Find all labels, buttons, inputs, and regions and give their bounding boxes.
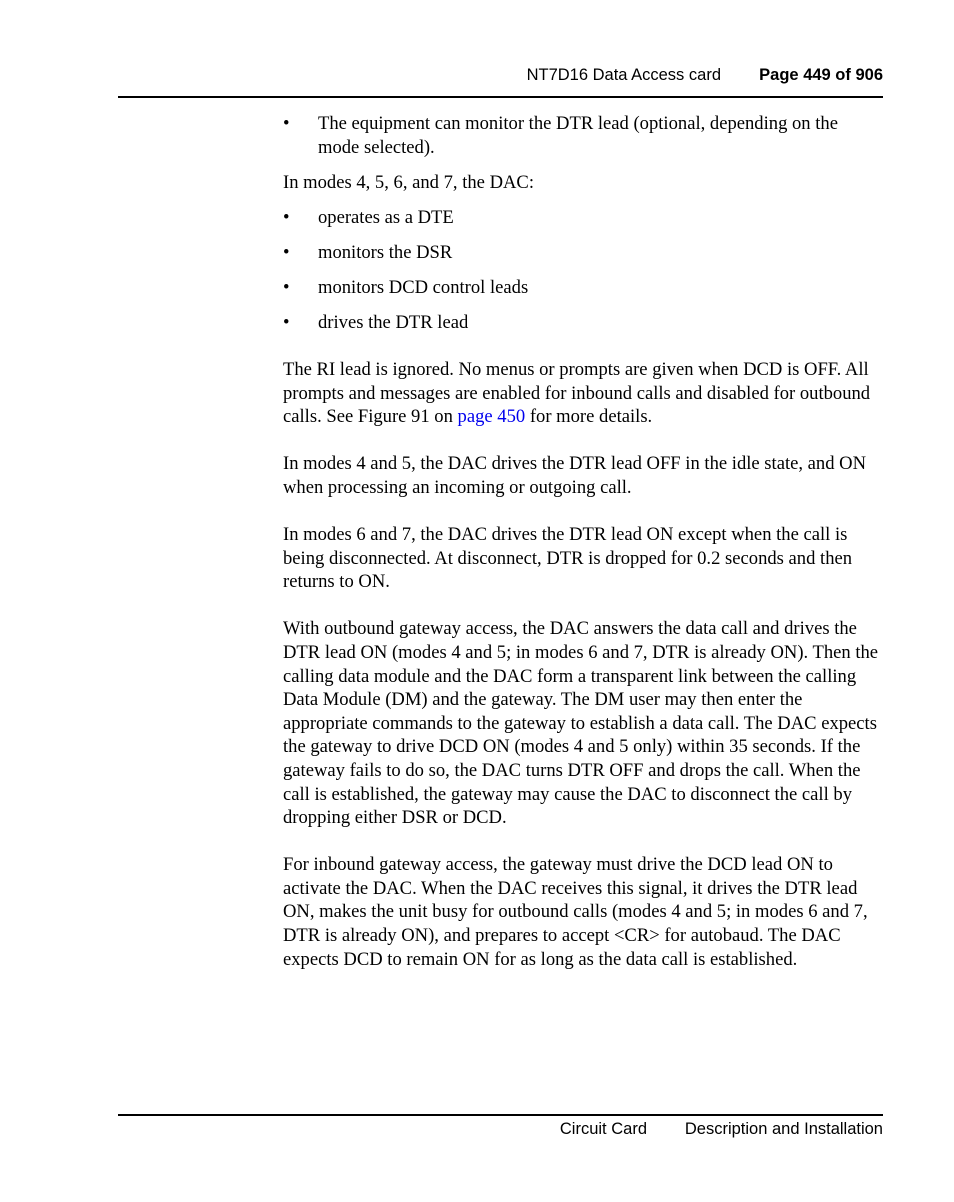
bullet-marker: • xyxy=(283,113,290,134)
bullet-marker: • xyxy=(283,241,290,263)
bullet-marker: • xyxy=(283,276,290,298)
list-item-text: monitors the DSR xyxy=(318,241,453,263)
modes-intro: In modes 4, 5, 6, and 7, the DAC: xyxy=(283,171,534,193)
paragraph-text: The RI lead is ignored. No menus or prompts are given when DCD is OFF. All prompts and messages are enabled for inbound calls and disabled for outbound calls. See Figure 91 on xyxy=(283,359,871,428)
list-item-text: drives the DTR lead xyxy=(318,312,469,334)
paragraph-inbound-gateway: For inbound gateway access, the gateway must drive the DCD lead ON to activate the DAC. When the DAC receives this signal, it drives the DTR lead ON, makes the unit busy for outbound calls (modes 4 and 5; in modes 6 and 7, DTR is already ON), and prepares to accept <CR> for autobaud. The DAC expects DCD to remain ON for as long as the data call is established. xyxy=(283,854,868,970)
page-450-link[interactable]: page 450 xyxy=(457,406,526,428)
spacer xyxy=(283,346,883,358)
list-item xyxy=(283,276,883,300)
page-footer xyxy=(118,1114,883,1146)
list-item xyxy=(283,112,883,159)
document-title: NT7D16 Data Access card xyxy=(526,66,721,84)
paragraph-outbound-gateway: With outbound gateway access, the DAC answers the data call and drives the DTR lead ON (modes 4 and 5; in modes 6 and 7, DTR is already ON). Then the calling data module and the DAC form a transparent link between the calling Data Module (DM) and the gateway. The DM user may then enter the appropriate commands to the gateway to establish a data call. The DAC expects the gateway to drive DCD ON (modes 4 and 5 only) within 35 seconds. If the gateway fails to do so, the DAC turns DTR OFF and drops the call. When the call is established, the gateway may cause the DAC to disconnect the call by dropping either DSR or DCD. xyxy=(283,618,879,829)
footer-left: Circuit Card xyxy=(559,1120,647,1138)
page-header xyxy=(118,66,883,98)
footer-right: Description and Installation xyxy=(684,1120,883,1138)
main-content xyxy=(283,112,883,995)
paragraph-ri-lead xyxy=(283,358,883,429)
list-item-text: The equipment can monitor the DTR lead (optional, depending on the mode selected). xyxy=(318,113,838,158)
paragraph-text: for more details. xyxy=(525,406,653,428)
page-number: Page 449 of 906 xyxy=(759,66,883,84)
list-item xyxy=(283,241,883,265)
list-item-text: monitors DCD control leads xyxy=(318,276,529,298)
list-item-text: operates as a DTE xyxy=(318,206,454,228)
list-item xyxy=(283,206,883,230)
paragraph-modes-6-7: In modes 6 and 7, the DAC drives the DTR lead ON except when the call is being disconnected. At disconnect, DTR is dropped for 0.2 seconds and then returns to ON. xyxy=(283,524,853,593)
paragraph-modes-4-5: In modes 4 and 5, the DAC drives the DTR lead OFF in the idle state, and ON when processing an incoming or outgoing call. xyxy=(283,453,867,499)
bullet-marker: • xyxy=(283,312,290,334)
list-item xyxy=(283,311,883,335)
bullet-marker: • xyxy=(283,206,290,228)
